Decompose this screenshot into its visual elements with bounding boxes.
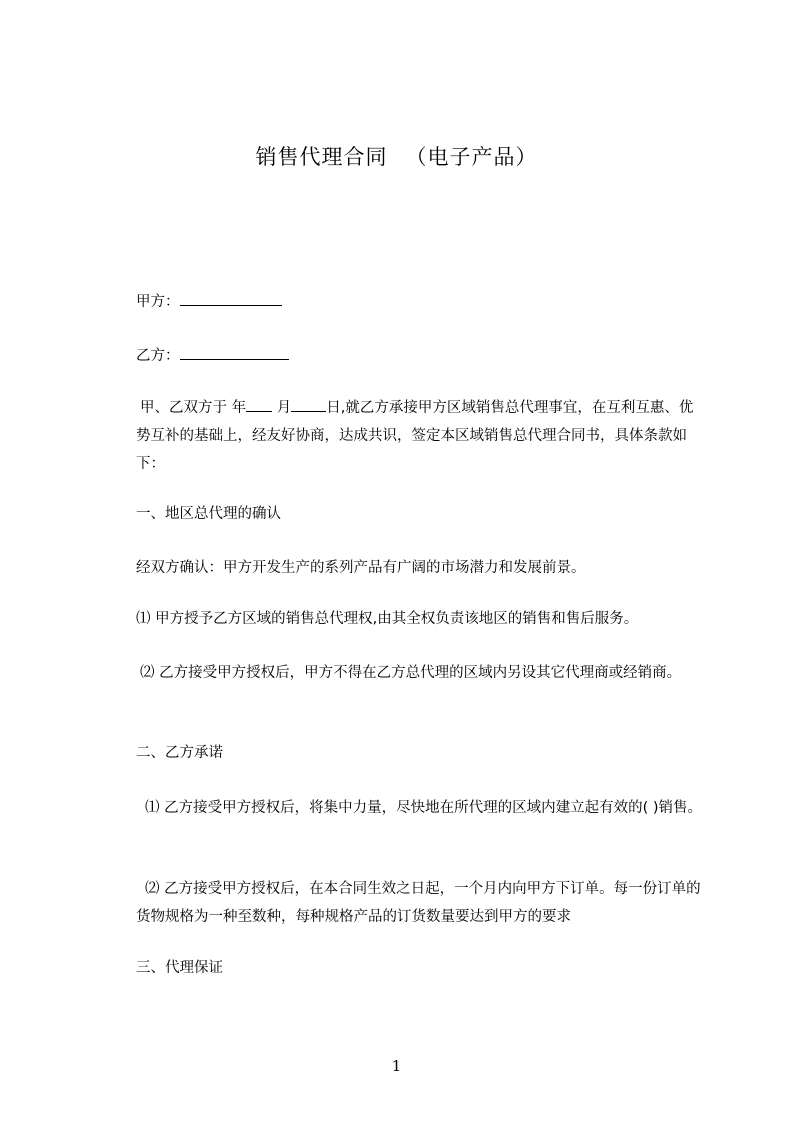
party-a-line [136, 290, 282, 312]
section-1-heading: 一、地区总代理的确认 [136, 506, 281, 522]
intro-paragraph [136, 394, 707, 478]
section-1-confirm: 经双方确认：甲方开发生产的系列产品有广阔的市场潜力和发展前景。 [136, 560, 586, 576]
section-2-item-2: ⑵ 乙方接受甲方授权后，在本合同生效之日起，一个月内向甲方下订单。每一份订单的货物规格为一种至数种，每种规格产品的订货数量要达到甲方的要求 [136, 881, 701, 925]
party-b-blank [180, 344, 289, 360]
section-2-heading: 二、乙方承诺 [136, 745, 223, 761]
party-b-line [136, 344, 289, 366]
page-number: 1 [391, 1057, 402, 1075]
title-subtitle: （电子产品） [405, 145, 538, 169]
party-b-label: 乙方： [136, 348, 180, 364]
party-a-label: 甲方： [136, 294, 180, 310]
intro-part-2: 月 [276, 400, 292, 416]
section-1-item-2: ⑵ 乙方接受甲方授权后，甲方不得在乙方总代理的区域内另设其它代理商或经销商。 [140, 665, 682, 681]
intro-part-1: 甲、乙双方于 年 [140, 400, 247, 416]
intro-part-3: 日,就乙方承接甲方区域销售总代理事宜，在互利互惠、优势互补的基础上，经友好协商，达成共识，签定本区域销售总代理合同书，具体条款如下： [136, 400, 694, 472]
day-blank [291, 396, 326, 412]
party-a-blank [180, 290, 282, 306]
document-title [0, 140, 793, 174]
section-3-heading: 三、代理保证 [136, 960, 223, 976]
title-main: 销售代理合同 [255, 145, 388, 169]
section-2-item-1: ⑴ 乙方接受甲方授权后，将集中力量，尽快地在所代理的区域内建立起有效的( )销售。 [145, 800, 703, 816]
year-blank [246, 396, 272, 412]
section-1-item-1: ⑴ 甲方授予乙方区域的销售总代理权,由其全权负责该地区的销售和售后服务。 [136, 611, 639, 627]
